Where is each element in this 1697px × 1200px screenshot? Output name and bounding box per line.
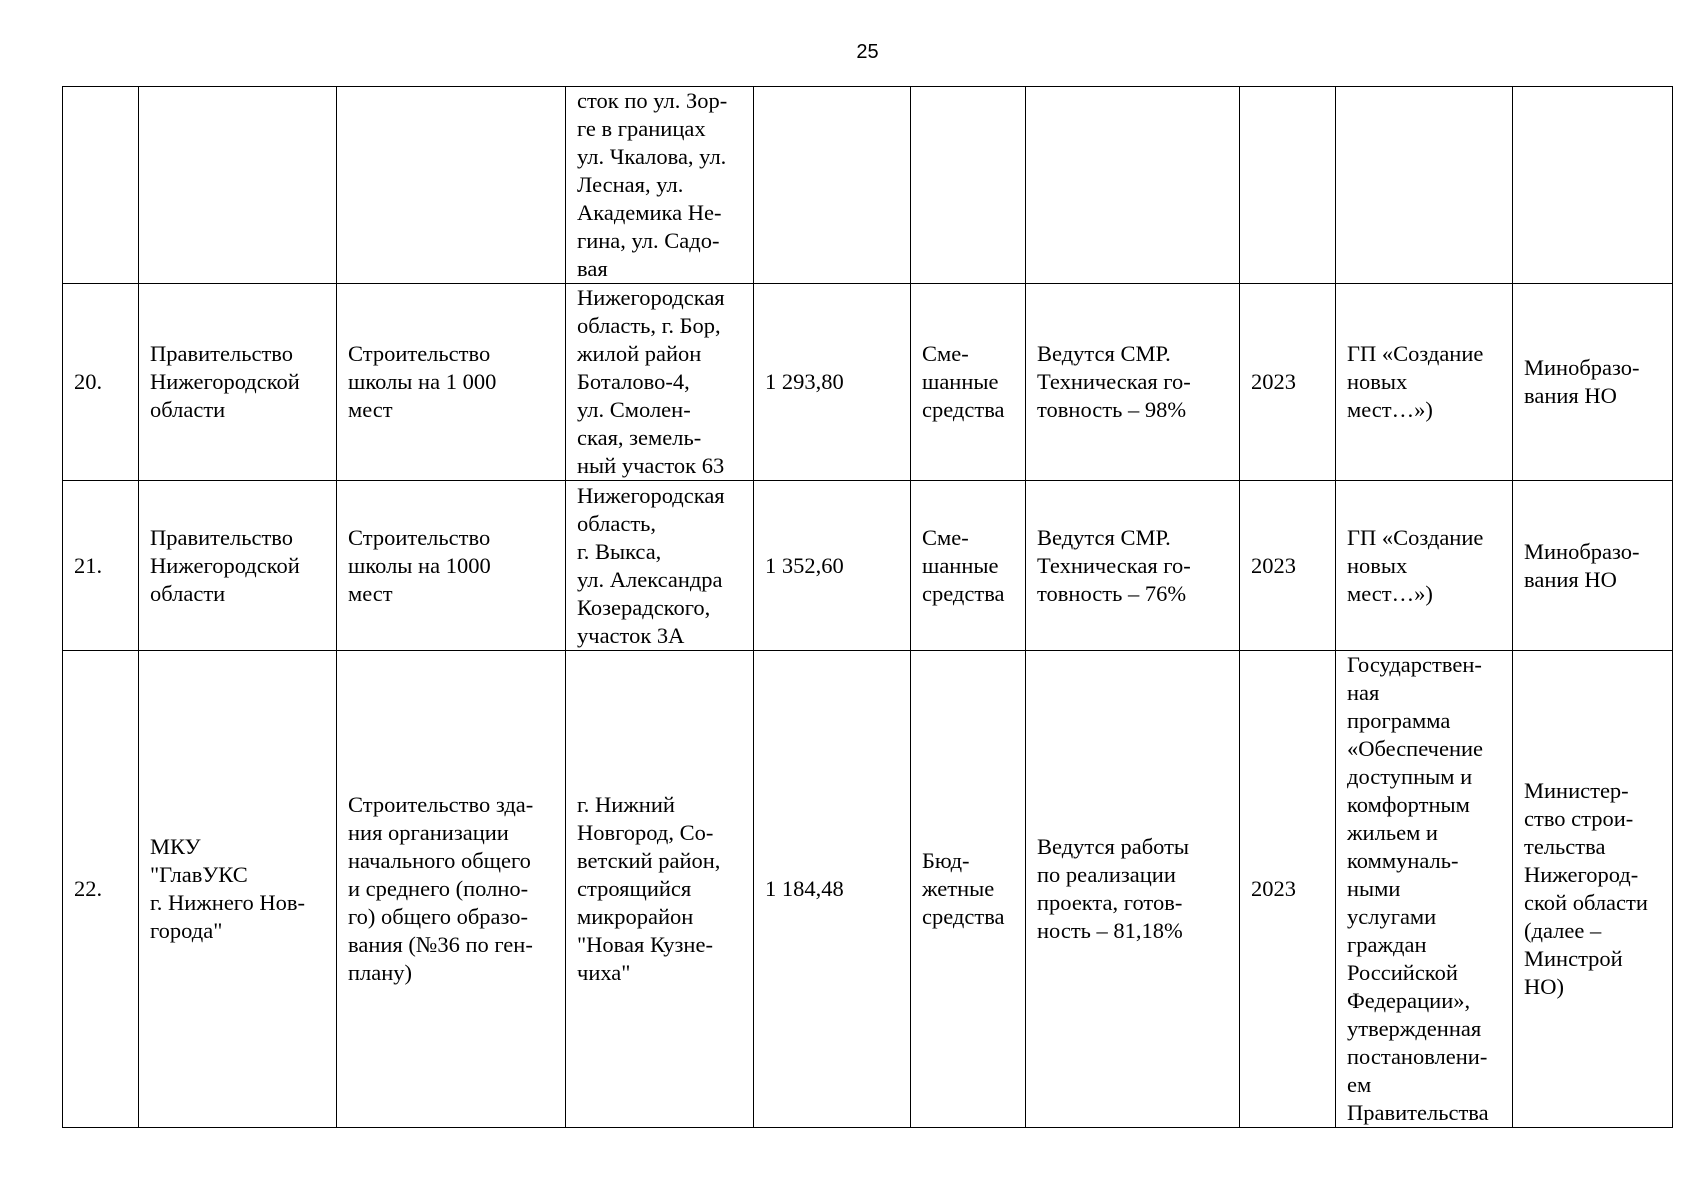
cell-cost: 1 352,60 [754,481,911,651]
cell-num: 20. [63,284,139,481]
cell-funding: Бюд- жетные средства [911,651,1026,1128]
cell-num: 22. [63,651,139,1128]
cell-address: Нижегородская область, г. Бор, жилой район Боталово-4, ул. Смолен- ская, земель- ный участок 63 [566,284,754,481]
cell-responsible: Министер- ство строи- тельства Нижегород- ской области (далее – Минстрой НО) [1513,651,1673,1128]
cell-cost [754,87,911,284]
table-row [63,651,1673,1128]
cell-program: ГП «Создание новых мест…») [1336,284,1513,481]
cell-program: ГП «Создание новых мест…») [1336,481,1513,651]
cell-responsible: Минобразо- вания НО [1513,284,1673,481]
cell-funding: Сме- шанные средства [911,284,1026,481]
cell-address: сток по ул. Зор- ге в границах ул. Чкалова, ул. Лесная, ул. Академика Не- гина, ул. Садо- вая [566,87,754,284]
cell-responsible [1513,87,1673,284]
cell-customer: Правительство Нижегородской области [139,481,337,651]
cell-program: Государствен- ная программа «Обеспечение доступным и комфортным жильем и коммуналь- ными услугами граждан Российской Федерации», утвержденная постановлени- ем Правительства [1336,651,1513,1128]
cell-funding [911,87,1026,284]
cell-address: г. Нижний Новгород, Со- ветский район, строящийся микрорайон "Новая Кузне- чиха" [566,651,754,1128]
cell-cost: 1 293,80 [754,284,911,481]
cell-funding: Сме- шанные средства [911,481,1026,651]
cell-num: 21. [63,481,139,651]
table-row [63,284,1673,481]
page-number: 25 [856,41,879,63]
cell-object: Строительство школы на 1000 мест [337,481,566,651]
objects-table [62,86,1673,1128]
cell-object [337,87,566,284]
cell-status [1026,87,1240,284]
cell-responsible: Минобразо- вания НО [1513,481,1673,651]
cell-program [1336,87,1513,284]
cell-year: 2023 [1240,481,1336,651]
cell-year [1240,87,1336,284]
table-row [63,481,1673,651]
cell-year: 2023 [1240,651,1336,1128]
cell-status: Ведутся СМР. Техническая го- товность – 98% [1026,284,1240,481]
cell-customer: Правительство Нижегородской области [139,284,337,481]
cell-cost: 1 184,48 [754,651,911,1128]
cell-object: Строительство зда- ния организации начального общего и среднего (полно- го) общего образо- вания (№36 по ген- плану) [337,651,566,1128]
cell-address: Нижегородская область, г. Выкса, ул. Александра Козерадского, участок 3А [566,481,754,651]
cell-year: 2023 [1240,284,1336,481]
cell-customer [139,87,337,284]
cell-customer: МКУ "ГлавУКС г. Нижнего Нов- города" [139,651,337,1128]
cell-status: Ведутся работы по реализации проекта, готов- ность – 81,18% [1026,651,1240,1128]
table-row-continuation [63,87,1673,284]
cell-object: Строительство школы на 1 000 мест [337,284,566,481]
cell-num [63,87,139,284]
cell-status: Ведутся СМР. Техническая го- товность – 76% [1026,481,1240,651]
